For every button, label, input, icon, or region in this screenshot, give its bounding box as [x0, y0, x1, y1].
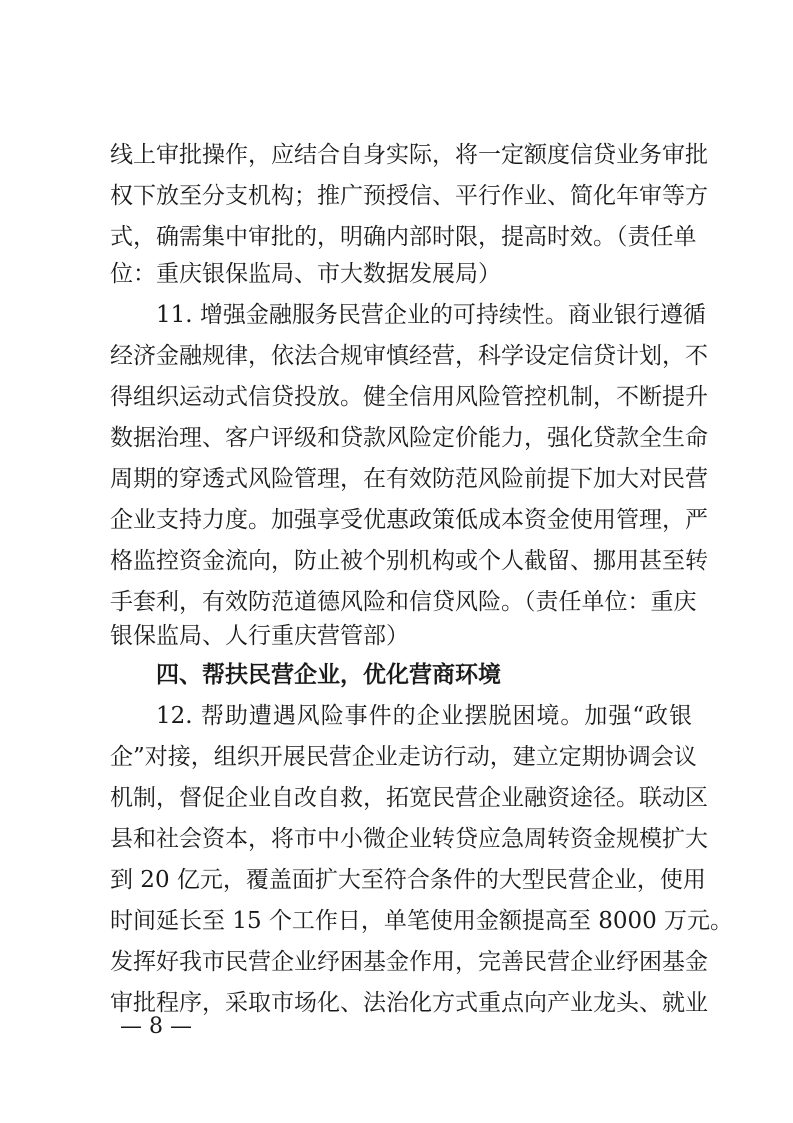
page-number: — 8 — [120, 1014, 192, 1039]
text-line-22: 审批程序，采取市场化、法治化方式重点向产业龙头、就业 [110, 990, 708, 1016]
section-12-title-line: 12. 帮助遭遇风险事件的企业摆脱困境。加强“政银 [156, 703, 692, 729]
text-line-18: 县和社会资本，将市中小微企业转贷应急周转资金规模扩大 [110, 826, 708, 852]
section-heading: 四、帮扶民营企业，优化营商环境 [156, 662, 501, 688]
text-line-10: 企业支持力度。加强享受优惠政策低成本资金使用管理，严 [110, 507, 708, 533]
text-line-1: 线上审批操作，应结合自身实际，将一定额度信贷业务审批 [110, 142, 708, 168]
text-line-8: 数据治理、客户评级和贷款风险定价能力，强化贷款全生命 [110, 425, 708, 451]
text-line-20: 时间延长至 15 个工作日，单笔使用金额提高至 8000 万元。 [110, 908, 734, 934]
text-line-4: 位：重庆银保监局、市大数据发展局） [110, 261, 501, 287]
text-line-3: 式，确需集中审批的，明确内部时限，提高时效。（责任单 [110, 224, 697, 250]
text-line-7: 得组织运动式信贷投放。健全信用风险管控机制，不断提升 [110, 384, 708, 410]
text-line-11: 格监控资金流向，防止被个别机构或个人截留、挪用甚至转 [110, 548, 708, 574]
section-11-title-line: 11. 增强金融服务民营企业的可持续性。商业银行遵循 [156, 302, 706, 328]
text-line-6: 经济金融规律，依法合规审慎经营，科学设定信贷计划，不 [110, 343, 708, 369]
text-line-12: 手套利，有效防范道德风险和信贷风险。（责任单位：重庆 [110, 589, 697, 615]
text-line-16: 企”对接，组织开展民营企业走访行动，建立定期协调会议 [110, 744, 697, 770]
text-line-9: 周期的穿透式风险管理，在有效防范风险前提下加大对民营 [110, 466, 708, 492]
text-line-17: 机制，督促企业自改自救，拓宽民营企业融资途径。联动区 [110, 785, 708, 811]
text-line-13: 银保监局、人行重庆营管部） [110, 623, 409, 649]
text-line-2: 权下放至分支机构；推广预授信、平行作业、简化年审等方 [110, 183, 708, 209]
text-line-21: 发挥好我市民营企业纾困基金作用，完善民营企业纾困基金 [110, 949, 708, 975]
text-line-19: 到 20 亿元，覆盖面扩大至符合条件的大型民营企业，使用 [110, 867, 706, 893]
